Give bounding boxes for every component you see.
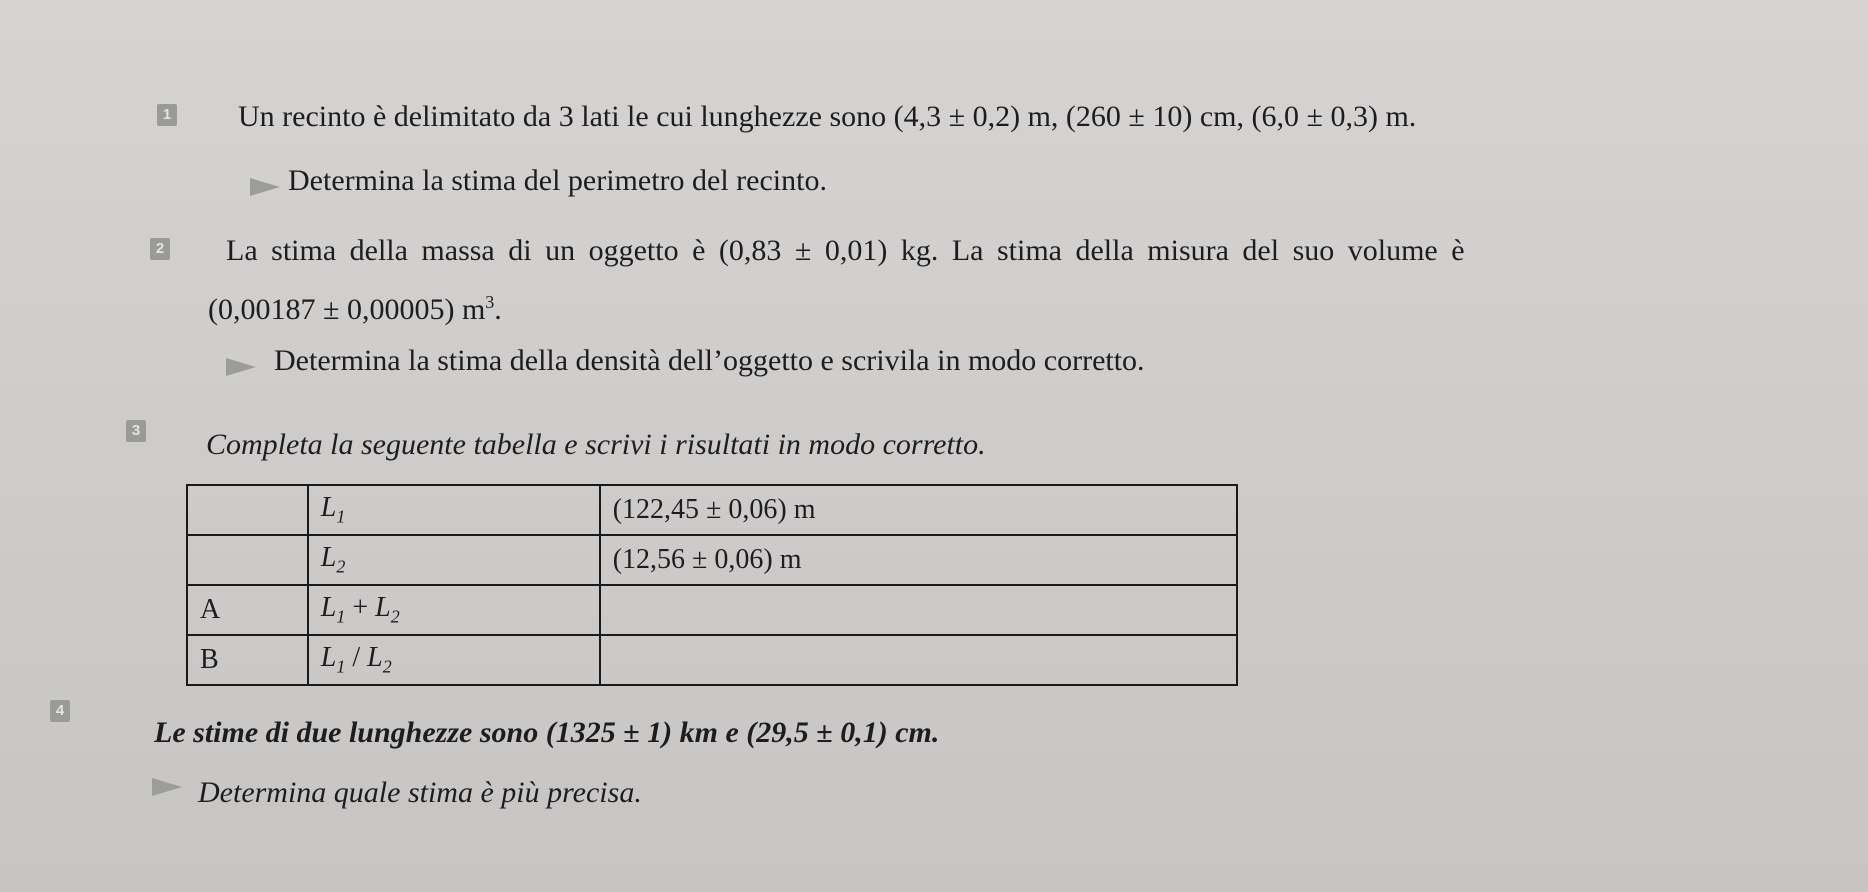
value-cell: (122,45 ± 0,06) m [600, 485, 1237, 535]
exercise-2-task: Determina la stima della densità dell’oggetto e scrivila in modo corretto. [274, 344, 1145, 377]
row-label-cell [187, 485, 308, 535]
exercise-1-number: 1 [157, 104, 177, 126]
task-arrow-icon [152, 778, 182, 796]
quantity-cell: $L_1 + L_2$ [308, 585, 600, 635]
row-label-cell [187, 535, 308, 585]
exercise-1-task: Determina la stima del perimetro del recinto. [288, 164, 827, 197]
exercise-1-text: Un recinto è delimitato da 3 lati le cui lunghezze sono (4,3 ± 0,2) m, (260 ± 10) cm, (6,0 ± 0,3) m. [238, 100, 1417, 133]
table-row [187, 585, 1237, 635]
table-row [187, 535, 1237, 585]
table-row [187, 485, 1237, 535]
exercise-3-text: Completa la seguente tabella e scrivi i risultati in modo corretto. [206, 428, 986, 461]
value-cell [600, 585, 1237, 635]
exercise-2-line2 [208, 292, 502, 327]
exercise-4-text: Le stime di due lunghezze sono (1325 ± 1) km e (29,5 ± 0,1) cm. [154, 716, 940, 749]
volume-end: . [494, 293, 502, 326]
exercise-2-line1: La stima della massa di un oggetto è (0,83 ± 0,01) kg. La stima della misura del suo volume è [226, 234, 1465, 267]
value-cell: (12,56 ± 0,06) m [600, 535, 1237, 585]
volume-exponent: 3 [485, 292, 495, 312]
task-arrow-icon [250, 178, 280, 196]
task-arrow-icon [226, 358, 256, 376]
quantity-cell: $L_1 / L_2$ [308, 635, 600, 685]
value-cell [600, 635, 1237, 685]
exercise-4-task: Determina quale stima è più precisa. [198, 776, 642, 809]
row-label-cell: A [187, 585, 308, 635]
exercise-3-number: 3 [126, 420, 146, 442]
volume-value: (0,00187 ± 0,00005) m [208, 293, 486, 326]
exercise-2-number: 2 [150, 238, 170, 260]
table-row [187, 635, 1237, 685]
results-table [186, 484, 1238, 686]
row-label-cell: B [187, 635, 308, 685]
exercise-4-number: 4 [50, 700, 70, 722]
quantity-cell: $L_2$ [308, 535, 600, 585]
quantity-cell: $L_1$ [308, 485, 600, 535]
